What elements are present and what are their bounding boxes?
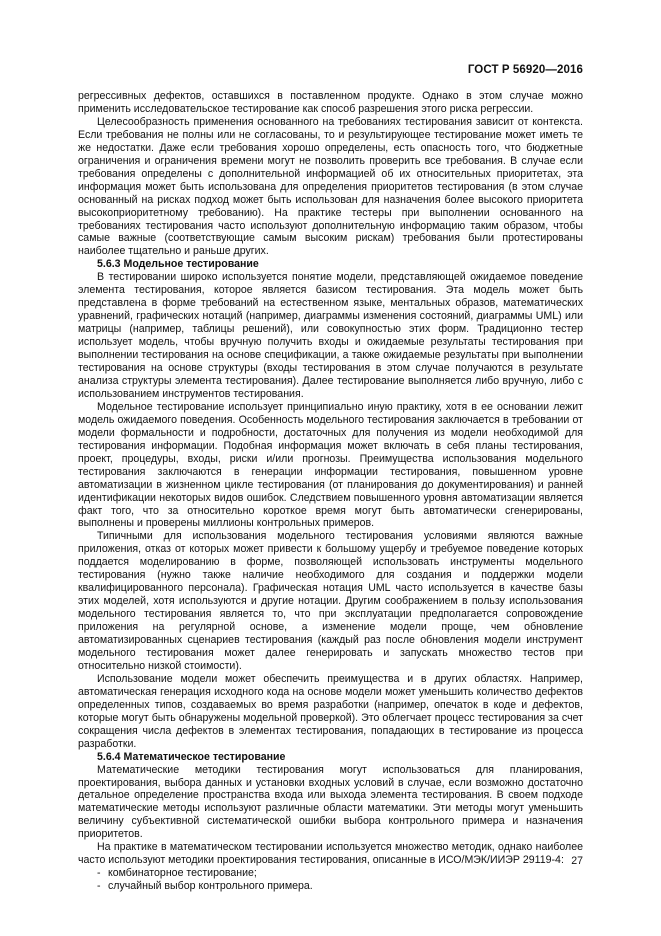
paragraph-continuation: регрессивных дефектов, оставшихся в поставленном продукте. Однако в этом случае можно применить исследовательское тестирование как способ разрешения этого риска регрессии. bbox=[78, 90, 583, 115]
standard-header: ГОСТ Р 56920—2016 bbox=[467, 64, 583, 76]
list-dash: - bbox=[97, 880, 101, 893]
list-item bbox=[78, 880, 583, 893]
section-heading-5-6-4: 5.6.4 Математическое тестирование bbox=[97, 750, 286, 763]
paragraph-model-concept: В тестировании широко используется понятие модели, представляющей ожидаемое поведение элемента тестирования, которое является базисом тестирования. Эта модель может быть представлена в форме требований на естественном языке, ментальных образов, математических уравнений, графических нотаций (например, диаграммы изменения состояний, диаграммы UML) или матрицы (например, таблицы решений), или совокупностью этих форм. Традиционно тестер использует модель, чтобы вручную получить входы и ожидаемые результаты тестирования при выполнении тестирования на основе спецификации, а также ожидаемые результаты при выполнении тестирования на основе структуры (входы тестирования в этом случае получаются в результате анализа структуры элемента тестирования). Далее тестирование выполняется либо вручную, либо с использованием инструментов тестирования. bbox=[78, 271, 583, 400]
list-item-text: случайный выбор контрольного примера. bbox=[108, 880, 313, 893]
paragraph-model-conditions: Типичными для использования модельного тестирования условиями являются важные приложения, отказ от которых может привести к большому ущербу и требуемое поведение которых поддается моделированию в форме, позволяющей использовать инструменты модельного тестирования (нужно также наличие необходимого для создания и поддержки модели квалифицированного персонала). Графическая нотация UML часто используется в качестве базы этих моделей, хотя используются и другие нотации. Другим соображением в пользу использования модельного тестирования является то, что при эксплуатации предполагается сопровождение приложения на регулярной основе, а изменение модели проще, чем обновление автоматизированных сценариев тестирования (каждый раз после обновления модели инструмент модельного тестирования может далее генерировать и запускать множество тестов при относительно низкой стоимости). bbox=[78, 530, 583, 672]
page-number: 27 bbox=[571, 855, 583, 867]
paragraph-math-methods: Математические методики тестирования могут использоваться для планирования, проектирования, выбора данных и установки входных условий в случае, если возможно достаточно детальное определение пространства входа или выхода элемента тестирования. В своем подходе математические методы используют различные области математики. Эти методы могут уменьшить величину субъективной систематической ошибки выбора контрольного примера и назначения приоритетов. bbox=[78, 763, 583, 841]
paragraph-model-benefits: Использование модели может обеспечить преимущества и в других областях. Например, автоматическая генерация исходного кода на основе модели может уменьшить количество дефектов определенных типов, создаваемых во время разработки (например, опечаток в коде и дефектов, которые могут быть обнаружены модельной проверкой). Это облегчает процесс тестирования за счет сокращения числа дефектов в элементах тестирования, попадающих в тестирование из процесса разработки. bbox=[78, 672, 583, 750]
technique-list bbox=[78, 867, 583, 893]
paragraph-math-practice: На практике в математическом тестировании используется множество методик, однако наиболее часто используют методики проектирования тестирования, описанные в ИСО/МЭК/ИИЭР 29119-4: bbox=[78, 841, 583, 867]
paragraph-model-based-practice: Модельное тестирование использует принципиально иную практику, хотя в ее основании лежит модель ожидаемого поведения. Особенность модельного тестирования заключается в требовании от модели формальности и подробности, достаточных для получения из модели необходимой для тестирования информации. Подобная информация может включать в себя планы тестирования, проект, процедуры, входы, риски и/или прогнозы. Преимущества использования модельного тестирования заключаются в генерации информации тестирования, повышенном уровне автоматизации в жизненном цикле тестирования (от планирования до документирования) и ранней идентификации некоторых видов ошибок. Следствием повышенного уровня автоматизации является факт того, что за относительно короткое время могут быть автоматически сгенерированы, выполнены и проверены миллионы контрольных примеров. bbox=[78, 400, 583, 530]
list-dash: - bbox=[97, 867, 101, 880]
list-item bbox=[78, 867, 583, 880]
list-item-text: комбинаторное тестирование; bbox=[108, 867, 257, 880]
page-content bbox=[78, 90, 583, 893]
paragraph-requirements-testing: Целесообразность применения основанного на требованиях тестирования зависит от контекста. Если требования не полны или не согласованы, то и результирующее тестирование может иметь те же недостатки. Даже если требования хорошо определены, есть опасность того, что бюджетные ограничения и ограничения времени могут не позволить проверить все требования. В случае если требования определены с дополнительной информацией об их относительных приоритетах, эта информация может быть использована для определения приоритетов тестирования (в этом случае основанный на рисках подход может быть использован для назначения более высокого приоритета высокоприоритетному требованию). На практике тестеры при выполнении основанного на требованиях тестирования часто используют дополнительную информацию таким образом, чтобы самые важные (соответствующие самым высоким рискам) требования были протестированы наиболее тщательно и раньше других. bbox=[78, 115, 583, 258]
section-heading-5-6-3: 5.6.3 Модельное тестирование bbox=[97, 258, 259, 271]
